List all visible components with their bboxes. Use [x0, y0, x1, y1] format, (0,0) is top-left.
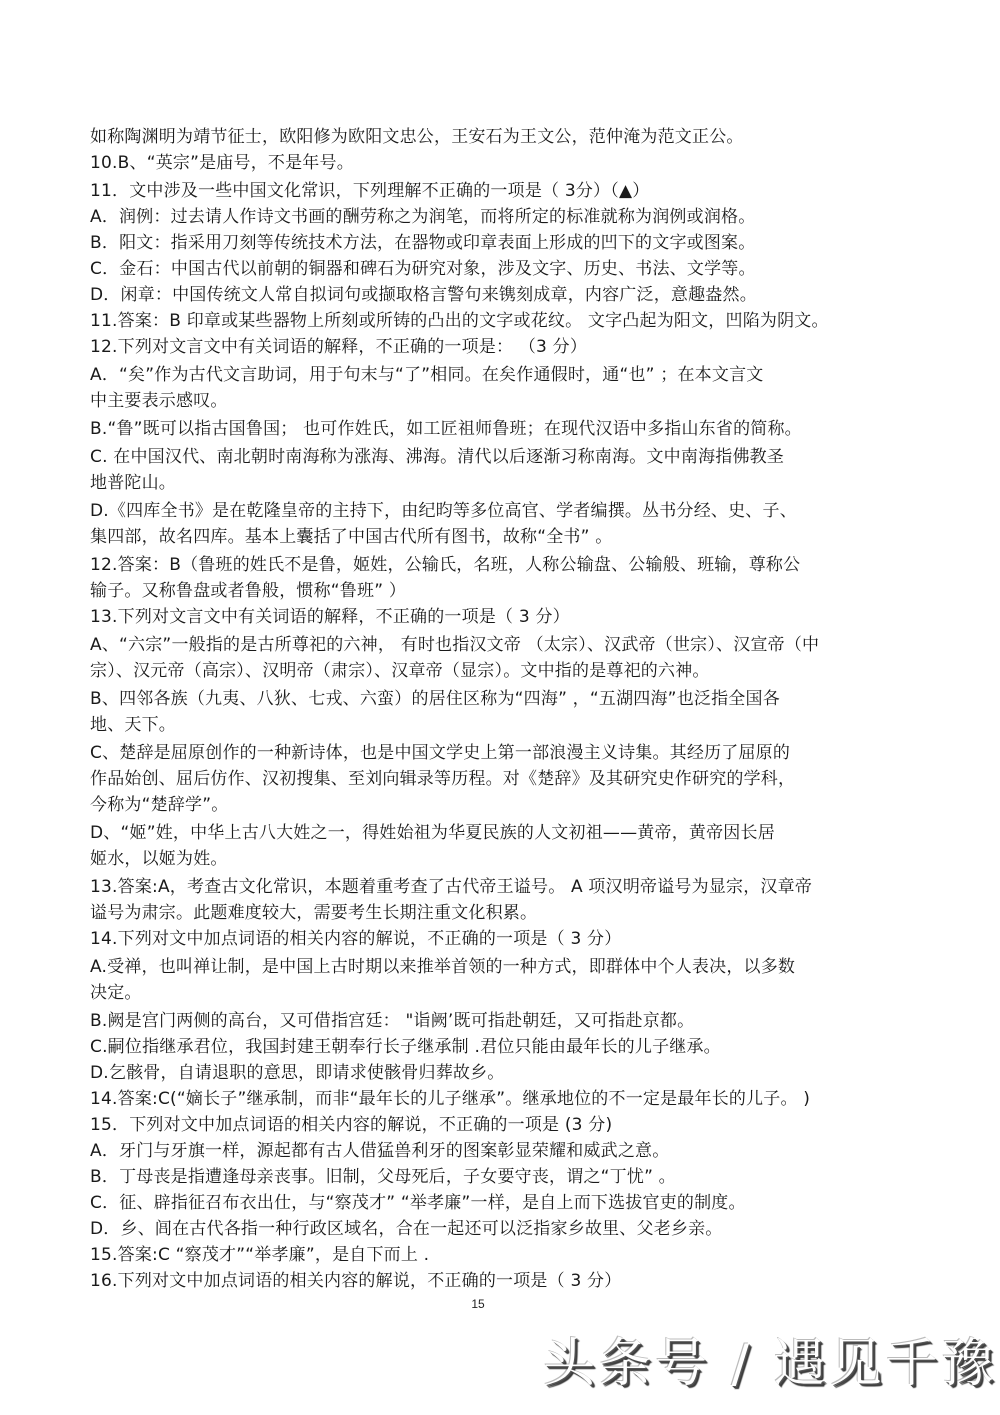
- question-12-option-a: A．“矣”作为古代文言助词，用于句末与“了”相同。在矣作通假时，通“也” ；在本文言文: [90, 365, 764, 385]
- answer-14: 14.答案:C(“嫡长子”继承制，而非“最年长的儿子继承”。继承地位的不一定是最年长的儿子。 ): [90, 1089, 811, 1109]
- document-page: [90, 124, 920, 1294]
- question-15-option-a: A．牙门与牙旗一样，源起都有古人借猛兽利牙的图案彰显荣耀和威武之意。: [90, 1141, 670, 1161]
- answer-12-cont: 输子。又称鲁盘或者鲁般，惯称“鲁班” ）: [90, 581, 407, 601]
- question-14-option-d: D.乞骸骨，自请退职的意思，即请求使骸骨归葬故乡。: [90, 1063, 505, 1083]
- question-15: 15．下列对文中加点词语的相关内容的解说，不正确的一项是 (3 分): [90, 1115, 613, 1135]
- question-13-option-a-cont: 宗）、汉元帝（高宗）、汉明帝（肃宗）、汉章帝（显宗）。文中指的是尊祀的六神。: [90, 661, 710, 681]
- question-13-option-c-cont2: 今称为“楚辞学”。: [90, 795, 229, 815]
- question-11-option-b: B．阳文：指采用刀刻等传统技术方法，在器物或印章表面上形成的凹下的文字或图案。: [90, 233, 756, 253]
- question-14-option-a: A.受禅，也叫禅让制，是中国上古时期以来推举首领的一种方式，即群体中个人表决，以多数: [90, 957, 796, 977]
- question-12-option-a-cont: 中主要表示感叹。: [90, 391, 228, 411]
- question-11: 11．文中涉及一些中国文化常识，下列理解不正确的一项是（ 3分）（▲）: [90, 181, 650, 201]
- text-line-continuation: 如称陶渊明为靖节征士，欧阳修为欧阳文忠公，王安石为王文公，范仲淹为范文正公。: [90, 127, 744, 147]
- question-14-option-b: B.阙是宫门两侧的高台，又可借指宫廷： "诣阙’既可指赴朝廷，又可指赴京都。: [90, 1011, 695, 1031]
- question-16: 16.下列对文中加点词语的相关内容的解说，不正确的一项是（ 3 分）: [90, 1271, 622, 1291]
- question-12-option-c: C. 在中国汉代、南北朝时南海称为涨海、沸海。清代以后逐渐习称南海。文中南海指佛教圣: [90, 447, 785, 467]
- question-12-option-b: B.“鲁”既可以指古国鲁国； 也可作姓氏，如工匠祖师鲁班；在现代汉语中多指山东省的简称。: [90, 419, 802, 439]
- answer-15: 15.答案:C “察茂才”“举孝廉”，是自下而上 .: [90, 1245, 430, 1265]
- question-13-option-c: C、楚辞是屈原创作的一种新诗体，也是中国文学史上第一部浪漫主义诗集。其经历了屈原的: [90, 743, 791, 763]
- question-14-option-c: C.嗣位指继承君位，我国封建王朝奉行长子继承制 .君位只能由最年长的儿子继承。: [90, 1037, 721, 1057]
- question-13: 13.下列对文言文中有关词语的解释，不正确的一项是（ 3 分）: [90, 607, 570, 627]
- question-15-option-c: C．征、辟指征召布衣出仕，与“察茂才” “举孝廉”一样，是自上而下选拔官吏的制度。: [90, 1193, 746, 1213]
- question-13-option-d: D、“姬”姓，中华上古八大姓之一，得姓始祖为华夏民族的人文初祖——黄帝，黄帝因长居: [90, 823, 775, 843]
- question-13-option-d-cont: 姬水，以姬为姓。: [90, 849, 228, 869]
- answer-13: 13.答案:A，考查古文化常识，本题着重考查了古代帝王谥号。 A 项汉明帝谥号为显宗，汉章帝: [90, 877, 813, 897]
- question-12-option-d-cont: 集四部，故名四库。基本上囊括了中国古代所有图书，故称“全书” 。: [90, 527, 613, 547]
- question-12: 12.下列对文言文中有关词语的解释，不正确的一项是： （3 分）: [90, 337, 588, 357]
- question-14-option-a-cont: 决定。: [90, 983, 142, 1003]
- watermark: 头条号 / 遇见千豫: [543, 1334, 998, 1394]
- answer-10: 10.B、“英宗”是庙号，不是年号。: [90, 153, 354, 173]
- question-11-option-c: C．金石：中国古代以前朝的铜器和碑石为研究对象，涉及文字、历史、书法、文学等。: [90, 259, 756, 279]
- answer-13-cont: 谥号为肃宗。此题难度较大，需要考生长期注重文化积累。: [90, 903, 538, 923]
- question-12-option-c-cont: 地普陀山。: [90, 473, 176, 493]
- question-12-option-d: D.《四库全书》是在乾隆皇帝的主持下，由纪昀等多位高官、学者编撰。丛书分经、史、子、: [90, 501, 797, 521]
- question-11-option-d: D．闲章：中国传统文人常自拟词句或撷取格言警句来镌刻成章，内容广泛，意趣盎然。: [90, 285, 757, 305]
- answer-11: 11.答案：B 印章或某些器物上所刻或所铸的凸出的文字或花纹。 文字凸起为阳文，凹陷为阴文。: [90, 311, 829, 331]
- question-13-option-c-cont: 作品始创、屈后仿作、汉初搜集、至刘向辑录等历程。对《楚辞》及其研究史作研究的学科，: [90, 769, 796, 789]
- question-13-option-b-cont: 地、天下。: [90, 715, 176, 735]
- question-14: 14.下列对文中加点词语的相关内容的解说，不正确的一项是（ 3 分）: [90, 929, 622, 949]
- page-number: 15: [471, 1297, 485, 1311]
- question-11-option-a: A．润例：过去请人作诗文书画的酬劳称之为润笔，而将所定的标准就称为润例或润格。: [90, 207, 756, 227]
- question-15-option-d: D．乡、闾在古代各指一种行政区域名，合在一起还可以泛指家乡故里、父老乡亲。: [90, 1219, 723, 1239]
- question-13-option-b: B、四邻各族（九夷、八狄、七戎、六蛮）的居住区称为“四海” ，“五湖四海”也泛指全国各: [90, 689, 780, 709]
- question-13-option-a: A、“六宗”一般指的是古所尊祀的六神， 有时也指汉文帝 （太宗）、汉武帝（世宗）、汉宣帝（中: [90, 635, 820, 655]
- question-15-option-b: B．丁母丧是指遭逢母亲丧事。旧制，父母死后，子女要守丧，谓之“丁忧” 。: [90, 1167, 676, 1187]
- answer-12: 12.答案：B（鲁班的姓氏不是鲁，姬姓，公输氏，名班，人称公输盘、公输般、班输，尊称公: [90, 555, 801, 575]
